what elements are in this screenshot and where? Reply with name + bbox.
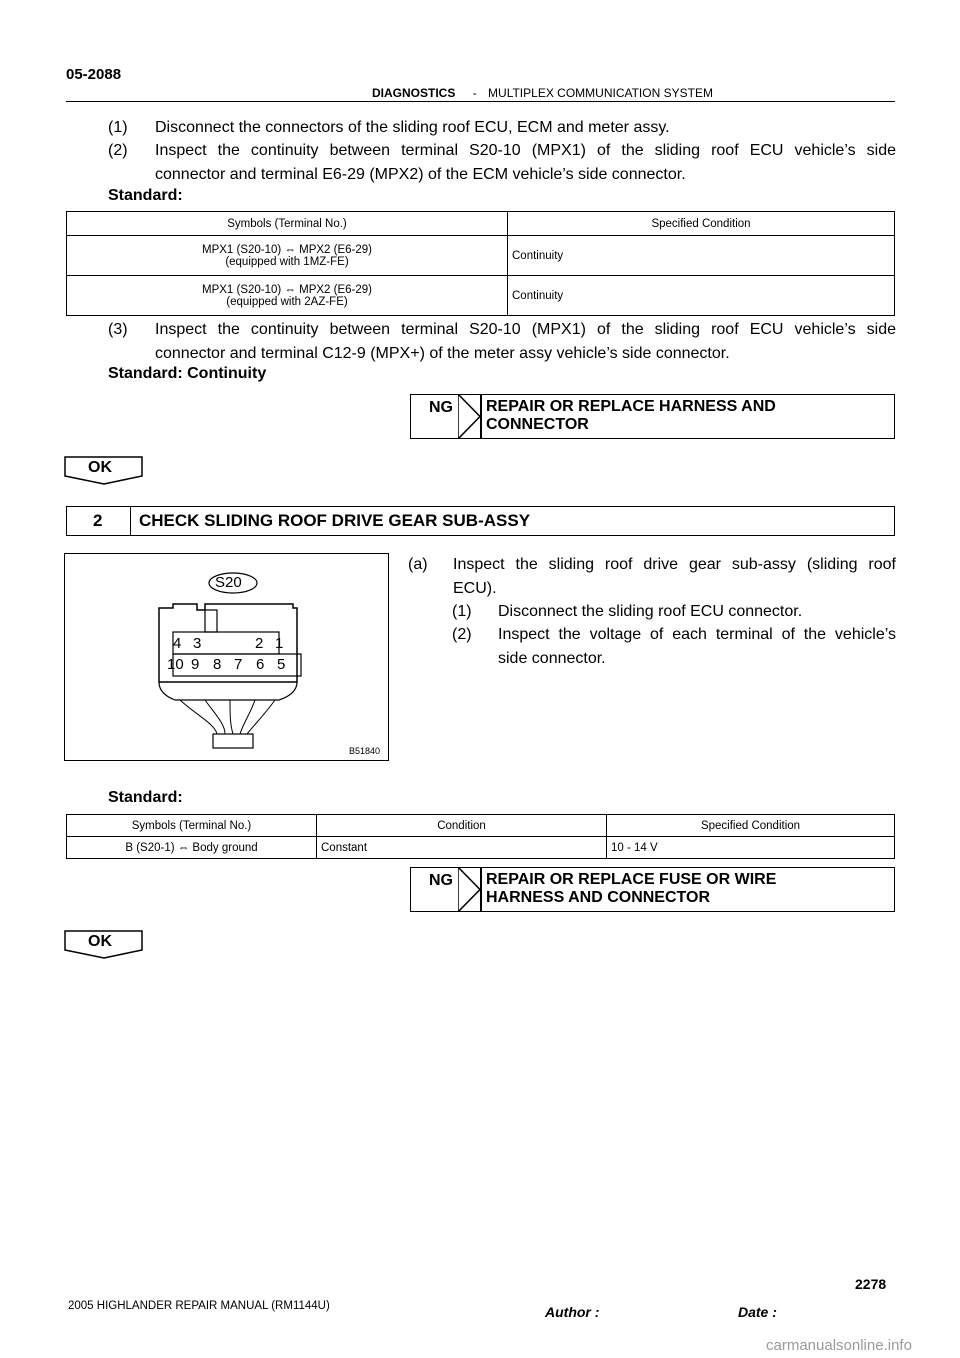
step-2 — [108, 139, 896, 187]
pin-label: 2 — [255, 635, 264, 652]
table-header: Symbols (Terminal No.) — [67, 815, 317, 837]
connector-diagram — [64, 553, 389, 761]
step-text-line2: connector and terminal C12-9 (MPX+) of the meter assy vehicle’s side connector. — [155, 345, 730, 362]
figure-code: B51840 — [349, 746, 381, 756]
table-row — [67, 236, 895, 276]
instruction-text: Disconnect the sliding roof ECU connector. — [498, 603, 803, 620]
table-header: Specified Condition — [508, 212, 895, 236]
step-number: (1) — [108, 119, 128, 136]
step-number: (3) — [108, 321, 128, 338]
section-separator: - — [472, 86, 477, 100]
table-cell: Continuity — [508, 276, 895, 316]
step-text-line2: connector and terminal E6-29 (MPX2) of the ECM vehicle’s side connector. — [155, 166, 686, 183]
manual-title: 2005 HIGHLANDER REPAIR MANUAL (RM1144U) — [68, 1300, 330, 1312]
step-header-number: 2 — [93, 511, 103, 530]
step-number: (2) — [452, 626, 472, 643]
pin-label: 8 — [213, 656, 222, 673]
instruction-a — [408, 553, 896, 601]
page-number: 2278 — [855, 1276, 887, 1292]
symbol-text: MPX1 (S20-10) ⇔ MPX2 (E6-29) — [201, 283, 372, 296]
pin-label: 5 — [277, 656, 286, 673]
table-cell: 10 - 14 V — [607, 837, 895, 859]
step-3 — [108, 318, 896, 366]
table-row — [67, 276, 895, 316]
pin-label: 1 — [275, 635, 284, 652]
pin-label: 4 — [173, 635, 182, 652]
symbol-text: MPX1 (S20-10) ⇔ MPX2 (E6-29) — [201, 243, 372, 256]
ok-label-2: OK — [88, 933, 112, 950]
standard-table-2 — [66, 814, 895, 859]
instruction-line2: side connector. — [498, 650, 606, 667]
ng-action-1 — [481, 394, 895, 439]
table-cell: Continuity — [508, 236, 895, 276]
standard-table-1 — [66, 211, 895, 316]
ng-action-line2: CONNECTOR — [486, 416, 589, 433]
ng-action-line1: REPAIR OR REPLACE FUSE OR WIRE — [486, 871, 777, 888]
table-cell: B (S20-1) ⇔ Body ground — [67, 837, 317, 859]
step-1 — [108, 116, 896, 140]
ng-action-2 — [481, 867, 895, 912]
standard-label: Standard: — [108, 187, 183, 204]
table-header: Specified Condition — [607, 815, 895, 837]
step-number: (2) — [108, 142, 128, 159]
symbol-note: (equipped with 2AZ-FE) — [226, 295, 348, 308]
header-rule — [66, 101, 895, 102]
step-text-line1: Inspect the continuity between terminal S20-10 (MPX1) of the sliding roof ECU vehicle’s side — [155, 142, 896, 159]
ng-arrow-icon — [458, 867, 482, 912]
connector-label: S20 — [215, 574, 242, 591]
standard-continuity: Standard: Continuity — [108, 365, 267, 382]
ng-label: NG — [429, 872, 453, 889]
step-number: (1) — [452, 603, 472, 620]
table-cell: Constant — [317, 837, 607, 859]
ng-action-line1: REPAIR OR REPLACE HARNESS AND — [486, 398, 776, 415]
pin-label: 10 — [167, 656, 184, 673]
instruction-line1: Inspect the voltage of each terminal of the vehicle’s — [498, 626, 896, 643]
ok-label-1: OK — [88, 459, 112, 476]
section-header — [372, 86, 713, 100]
step-number: (a) — [408, 556, 428, 573]
ng-action-line2: HARNESS AND CONNECTOR — [486, 889, 711, 906]
ng-arrow-icon — [458, 394, 482, 439]
table-header-row — [67, 815, 895, 837]
date-label: Date : — [738, 1304, 777, 1320]
section-title: DIAGNOSTICS — [372, 86, 456, 100]
ng-label: NG — [429, 399, 453, 416]
subsection-title: MULTIPLEX COMMUNICATION SYSTEM — [488, 86, 713, 100]
instruction-1 — [452, 600, 896, 624]
instruction-line2: ECU). — [453, 580, 497, 597]
table-cell — [67, 276, 508, 316]
table-header: Condition — [317, 815, 607, 837]
step-text-line1: Inspect the continuity between terminal S20-10 (MPX1) of the sliding roof ECU vehicle’s side — [155, 321, 896, 338]
pin-label: 9 — [191, 656, 200, 673]
pin-label: 3 — [193, 635, 202, 652]
table-header-row — [67, 212, 895, 236]
step-text: Disconnect the connectors of the sliding roof ECU, ECM and meter assy. — [155, 119, 670, 136]
standard-label-2: Standard: — [108, 789, 183, 806]
step-header — [66, 506, 895, 536]
step-header-divider — [130, 507, 131, 535]
pin-label: 6 — [256, 656, 265, 673]
instruction-2 — [452, 623, 896, 671]
page-code: 05-2088 — [66, 66, 122, 83]
instruction-line1: Inspect the sliding roof drive gear sub-assy (sliding roof — [453, 556, 896, 573]
table-row — [67, 837, 895, 859]
table-cell — [67, 236, 508, 276]
author-label: Author : — [545, 1304, 600, 1320]
table-header: Symbols (Terminal No.) — [67, 212, 508, 236]
symbol-note: (equipped with 1MZ-FE) — [225, 255, 349, 268]
pin-label: 7 — [234, 656, 243, 673]
watermark: carmanualsonline.info — [766, 1337, 912, 1354]
step-header-title: CHECK SLIDING ROOF DRIVE GEAR SUB-ASSY — [139, 511, 531, 530]
